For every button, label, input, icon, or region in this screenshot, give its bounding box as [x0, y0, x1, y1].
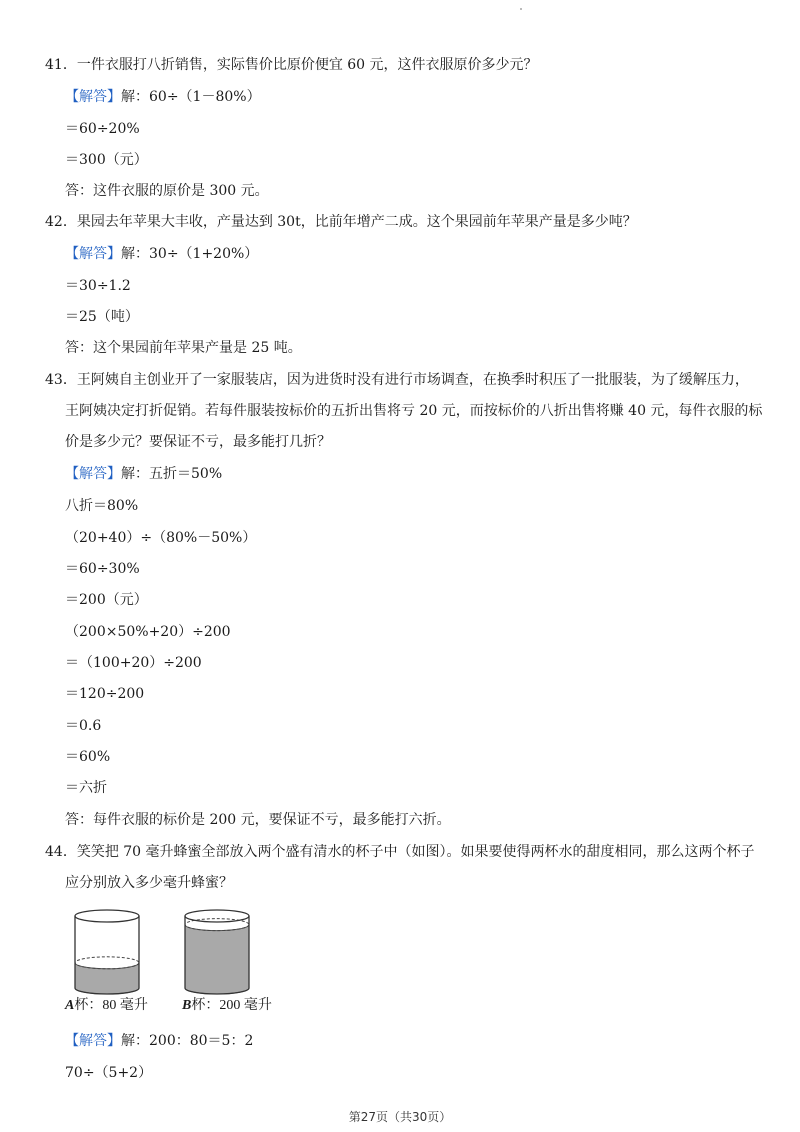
answer-step: ＝60% — [65, 749, 111, 765]
answer-43-lead — [65, 464, 222, 484]
question-number: 42． — [45, 214, 77, 230]
answer-tag: 【解答】 — [65, 466, 121, 482]
answer-step: 70÷（5+2） — [65, 1065, 153, 1081]
cup-b-rim — [185, 910, 249, 922]
answer-step: 八折＝80% — [65, 498, 139, 514]
page-footer: 第27页（共30页） — [348, 1110, 452, 1124]
question-text: 一件衣服打八折销售，实际售价比原价便宜 60 元，这件衣服原价多少元？ — [76, 57, 538, 73]
question-text-line: 价是多少元？要保证不亏，最多能打几折？ — [65, 434, 331, 450]
answer-lead: 解：30÷（1+20%） — [121, 246, 259, 262]
answer-step: ＝（100+20）÷200 — [65, 655, 202, 671]
cup-a — [75, 910, 139, 994]
question-42 — [45, 212, 637, 232]
question-text-line: 王阿姨自主创业开了一家服装店，因为进货时没有进行市场调查，在换季时积压了一批服装，为了缓解压力， — [76, 372, 749, 388]
cup-b-water — [185, 925, 249, 994]
answer-tag: 【解答】 — [65, 1033, 121, 1049]
answer-step: ＝60÷30% — [65, 561, 140, 577]
answer-lead: 解：五折＝50% — [121, 466, 223, 482]
answer-44-lead — [65, 1031, 253, 1051]
answer-step: ＝六折 — [65, 780, 107, 796]
question-41 — [45, 55, 538, 75]
answer-step: ＝300（元） — [65, 152, 148, 168]
question-number: 41． — [45, 57, 77, 73]
cup-a-caption: A杯：80 毫升 — [65, 998, 148, 1013]
answer-step: （20+40）÷（80%－50%） — [65, 530, 257, 546]
answer-41-lead — [65, 87, 261, 107]
answer-tag: 【解答】 — [65, 246, 121, 262]
cups-figure — [60, 900, 300, 1025]
cup-b — [185, 910, 249, 994]
answer-step: ＝120÷200 — [65, 686, 145, 702]
answer-tag: 【解答】 — [65, 89, 121, 105]
question-43 — [45, 370, 749, 390]
cups-illustration — [60, 900, 300, 1000]
question-44 — [45, 842, 755, 862]
answer-42-lead — [65, 244, 258, 264]
answer-lead: 解：200：80＝5：2 — [121, 1033, 254, 1049]
answer-lead: 解：60÷（1－80%） — [121, 89, 261, 105]
answer-conclusion: 答：每件衣服的标价是 200 元，要保证不亏，最多能打六折。 — [65, 812, 451, 828]
answer-step: （200×50%+20）÷200 — [65, 624, 231, 640]
answer-conclusion: 答：这件衣服的原价是 300 元。 — [65, 183, 269, 199]
question-text-line: 应分别放入多少毫升蜂蜜？ — [65, 875, 233, 891]
cup-a-water-surface — [75, 957, 139, 969]
answer-step: ＝200（元） — [65, 592, 148, 608]
question-number: 43． — [45, 372, 77, 388]
answer-step: ＝60÷20% — [65, 121, 140, 137]
question-text: 果园去年苹果大丰收，产量达到 30t，比前年增产二成。这个果园前年苹果产量是多少吨？ — [76, 214, 637, 230]
answer-step: ＝25（吨） — [65, 309, 139, 325]
scan-speck — [520, 8, 522, 10]
answer-step: ＝30÷1.2 — [65, 278, 131, 294]
question-number: 44． — [45, 844, 77, 860]
cup-b-caption: B杯：200 毫升 — [182, 998, 272, 1013]
question-text-line: 笑笑把 70 毫升蜂蜜全部放入两个盛有清水的杯子中（如图）。如果要使得两杯水的甜度相同，那么这两个杯子 — [76, 844, 755, 860]
question-text-line: 王阿姨决定打折促销。若每件服装按标价的五折出售将亏 20 元，而按标价的八折出售将赚 40 元，每件衣服的标 — [65, 403, 763, 419]
answer-conclusion: 答：这个果园前年苹果产量是 25 吨。 — [65, 340, 302, 356]
answer-step: ＝0.6 — [65, 718, 102, 734]
cup-a-rim — [75, 910, 139, 922]
